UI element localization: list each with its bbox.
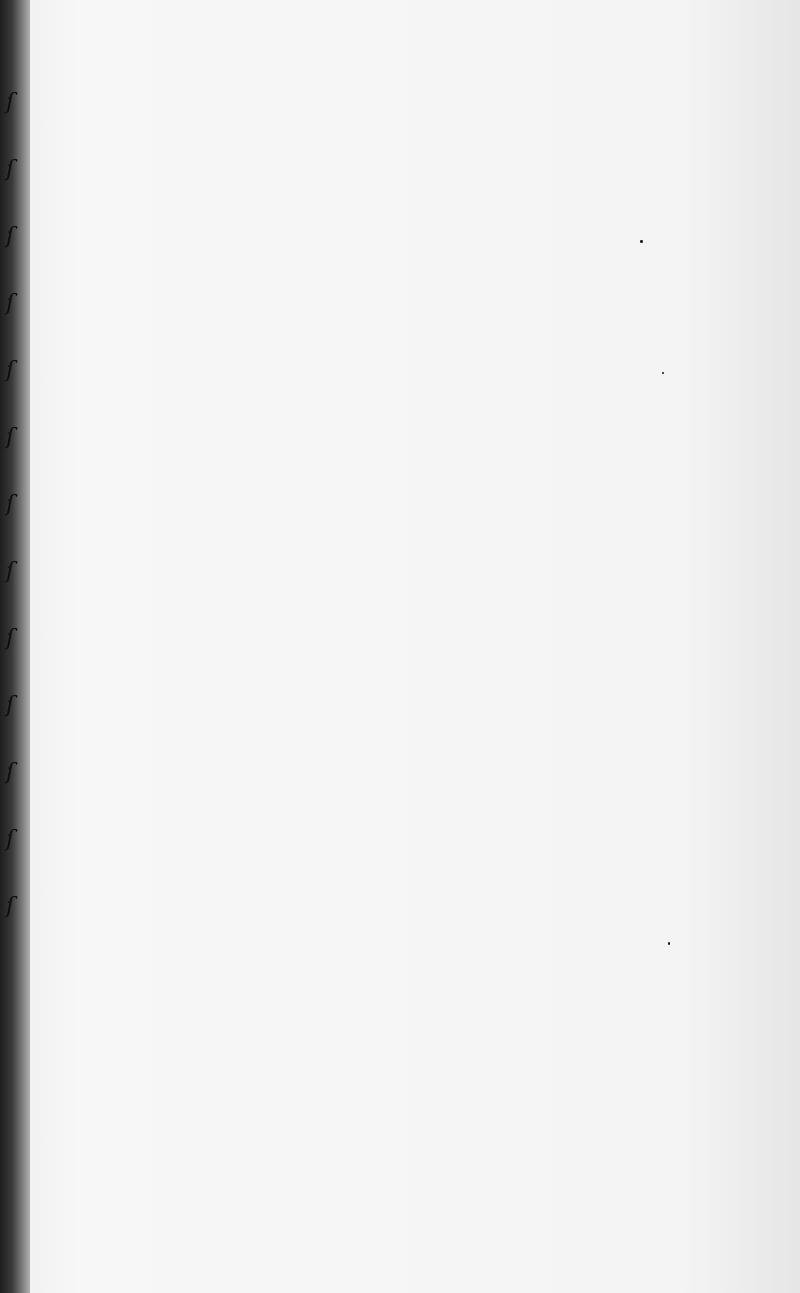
gutter-marks: ſ ſ ſ ſ ſ ſ ſ ſ ſ ſ ſ ſ ſ [6, 90, 15, 919]
ink-speck [640, 240, 643, 243]
running-header [70, 40, 670, 84]
bleed-through-text [60, 140, 740, 1240]
ink-speck [668, 942, 670, 945]
ink-speck [662, 372, 664, 374]
binding-gutter [0, 0, 30, 1293]
